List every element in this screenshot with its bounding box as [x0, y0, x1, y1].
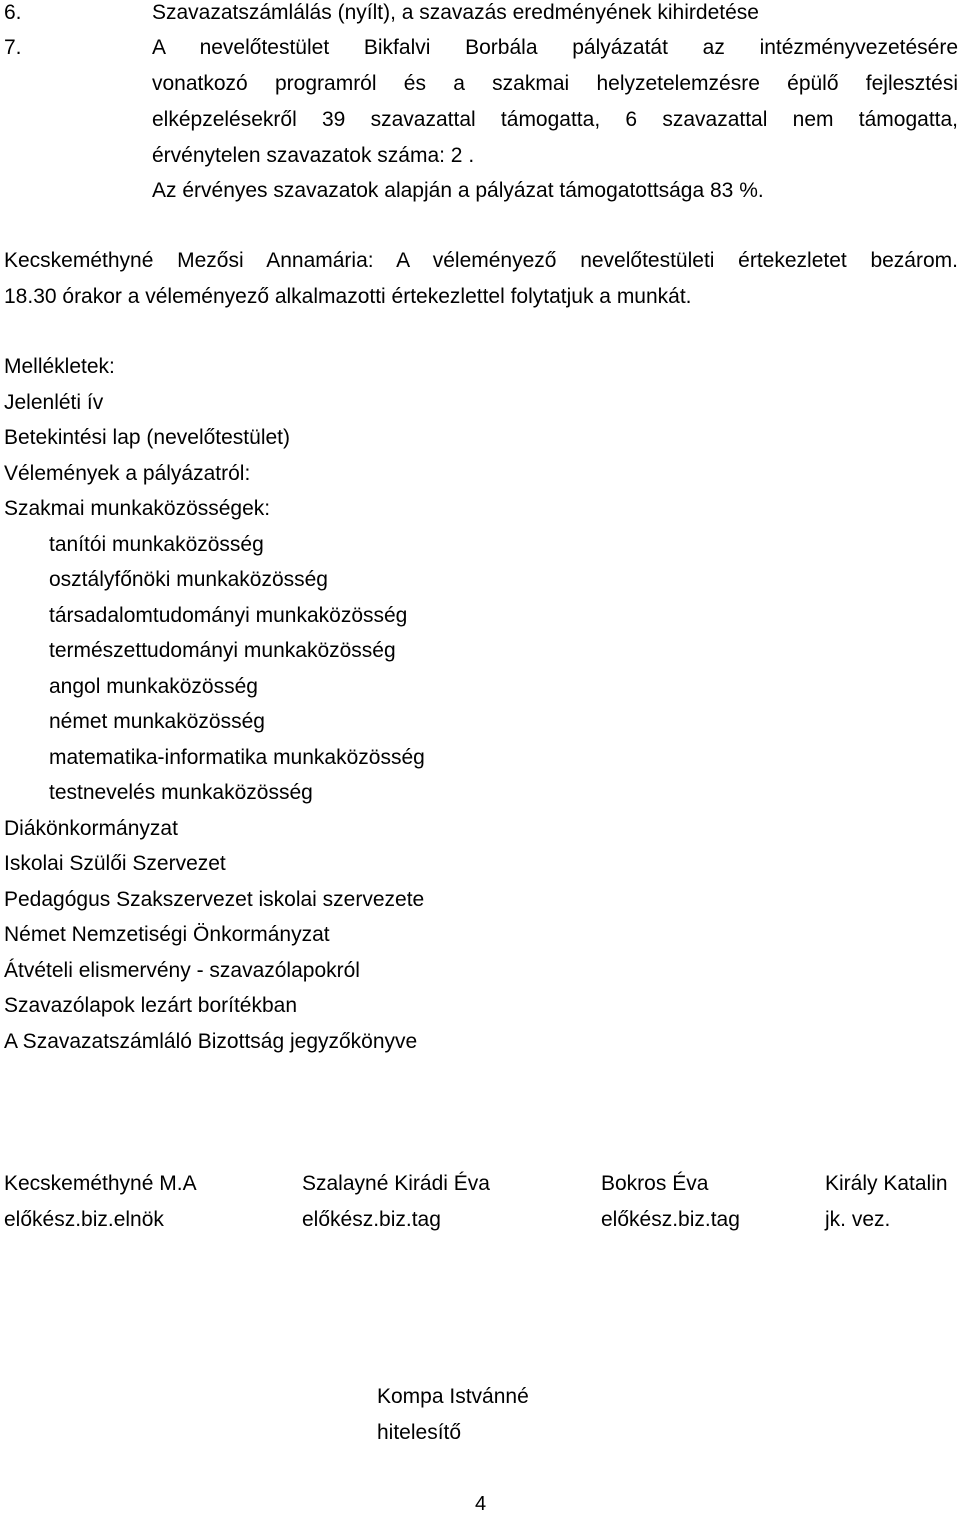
- attachment-item: Iskolai Szülői Szervezet: [4, 852, 226, 875]
- signature-name: Bokros Éva: [601, 1172, 709, 1195]
- list-item-7-line-3: elképzelésekről 39 szavazattal támogatta, 6 szavazattal nem támogatta,: [152, 108, 958, 131]
- attachment-subitem: angol munkaközösség: [49, 675, 258, 698]
- signature-role: előkész.biz.elnök: [4, 1208, 164, 1231]
- attachment-item: A Szavazatszámláló Bizottság jegyzőkönyve: [4, 1030, 418, 1053]
- list-number-7: 7.: [4, 36, 22, 59]
- list-item-7-line-1: A nevelőtestület Bikfalvi Borbála pályázatát az intézményvezetésére: [152, 36, 958, 59]
- authenticator-role: hitelesítő: [377, 1421, 462, 1444]
- attachment-item: Betekintési lap (nevelőtestület): [4, 426, 290, 449]
- attachment-item: Diákönkormányzat: [4, 817, 178, 840]
- authenticator-name: Kompa Istvánné: [377, 1385, 529, 1408]
- attachment-item: Vélemények a pályázatról:: [4, 462, 251, 485]
- attachment-subitem: tanítói munkaközösség: [49, 533, 264, 556]
- attachment-item: Német Nemzetiségi Önkormányzat: [4, 923, 330, 946]
- attachment-subitem: természettudományi munkaközösség: [49, 639, 396, 662]
- attachment-item: Szakmai munkaközösségek:: [4, 497, 271, 520]
- closing-statement-line-1: Kecskeméthyné Mezősi Annamária: A véleményező nevelőtestületi értekezletet bezárom.: [4, 249, 958, 272]
- support-percentage-line: Az érvényes szavazatok alapján a pályázat támogatottsága 83 %.: [152, 179, 764, 202]
- signature-role: előkész.biz.tag: [302, 1208, 441, 1231]
- attachment-subitem: társadalomtudományi munkaközösség: [49, 604, 408, 627]
- signature-role: jk. vez.: [825, 1208, 891, 1231]
- list-item-6-text: Szavazatszámlálás (nyílt), a szavazás eredményének kihirdetése: [152, 1, 759, 24]
- page-number: 4: [475, 1493, 487, 1515]
- list-number-6: 6.: [4, 1, 22, 24]
- signature-name: Király Katalin: [825, 1172, 948, 1195]
- attachment-subitem: német munkaközösség: [49, 710, 265, 733]
- signature-role: előkész.biz.tag: [601, 1208, 740, 1231]
- closing-statement-line-2: 18.30 órakor a véleményező alkalmazotti értekezlettel folytatjuk a munkát.: [4, 285, 692, 308]
- attachment-item: Jelenléti ív: [4, 391, 104, 414]
- signature-name: Szalayné Kirádi Éva: [302, 1172, 490, 1195]
- attachment-item: Szavazólapok lezárt borítékban: [4, 994, 298, 1017]
- list-item-7-line-2: vonatkozó programról és a szakmai helyzetelemzésre épülő fejlesztési: [152, 72, 958, 95]
- attachment-subitem: osztályfőnöki munkaközösség: [49, 568, 328, 591]
- signature-name: Kecskeméthyné M.A: [4, 1172, 197, 1195]
- list-item-7-line-4: érvénytelen szavazatok száma: 2 .: [152, 144, 475, 167]
- attachment-item: Átvételi elismervény - szavazólapokról: [4, 959, 360, 982]
- attachment-item: Pedagógus Szakszervezet iskolai szervezete: [4, 888, 425, 911]
- attachments-heading: Mellékletek:: [4, 355, 115, 378]
- attachment-subitem: testnevelés munkaközösség: [49, 781, 313, 804]
- attachment-subitem: matematika-informatika munkaközösség: [49, 746, 425, 769]
